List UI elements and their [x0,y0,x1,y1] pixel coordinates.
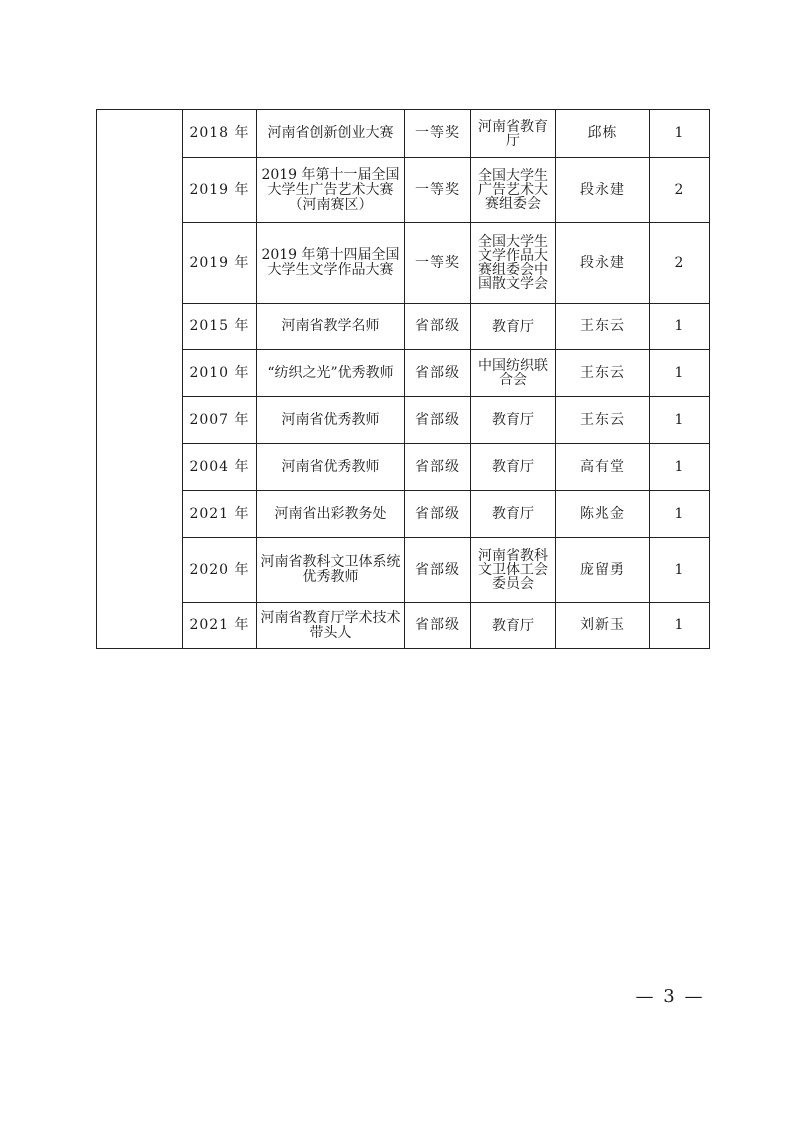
issuing-org-cell: 全国大学生广告艺术大赛组委会 [471,158,556,223]
count-cell: 1 [650,491,710,538]
table-row [97,538,710,603]
award-level-cell: 一等奖 [405,110,471,158]
issuing-org-cell: 河南省教育厅 [471,110,556,158]
table-row [97,110,710,158]
award-level-cell: 省部级 [405,444,471,491]
count-cell: 1 [650,397,710,444]
award-name-cell: 河南省教育厅学术技术带头人 [257,603,405,649]
award-name-cell: 河南省优秀教师 [257,444,405,491]
award-name-cell: 河南省教科文卫体系统优秀教师 [257,538,405,603]
count-cell: 1 [650,444,710,491]
table-row [97,158,710,223]
year-cell: 2015 年 [183,304,257,350]
table-row [97,491,710,538]
count-cell: 1 [650,350,710,397]
issuing-org-cell: 教育厅 [471,397,556,444]
issuing-org-cell: 教育厅 [471,603,556,649]
award-level-cell: 省部级 [405,350,471,397]
recipient-cell: 王东云 [556,350,650,397]
issuing-org-cell: 河南省教科文卫体工会委员会 [471,538,556,603]
issuing-org-cell: 教育厅 [471,444,556,491]
issuing-org-cell: 教育厅 [471,304,556,350]
award-name-cell: 河南省优秀教师 [257,397,405,444]
recipient-cell: 王东云 [556,304,650,350]
award-level-cell: 一等奖 [405,223,471,304]
year-cell: 2010 年 [183,350,257,397]
year-cell: 2007 年 [183,397,257,444]
table-row [97,444,710,491]
merged-category-cell [97,110,183,649]
year-cell: 2021 年 [183,491,257,538]
issuing-org-cell: 全国大学生文学作品大赛组委会中国散文学会 [471,223,556,304]
award-level-cell: 省部级 [405,397,471,444]
award-level-cell: 省部级 [405,603,471,649]
award-level-cell: 省部级 [405,538,471,603]
count-cell: 1 [650,304,710,350]
count-cell: 2 [650,158,710,223]
table-row [97,350,710,397]
award-name-cell: 河南省教学名师 [257,304,405,350]
count-cell: 2 [650,223,710,304]
year-cell: 2019 年 [183,223,257,304]
recipient-cell: 段永建 [556,158,650,223]
recipient-cell: 陈兆金 [556,491,650,538]
year-cell: 2004 年 [183,444,257,491]
award-level-cell: 省部级 [405,304,471,350]
year-cell: 2018 年 [183,110,257,158]
table-row [97,603,710,649]
table-row [97,223,710,304]
page-number: — 3 — [635,986,705,1007]
award-name-cell: 2019 年第十一届全国大学生广告艺术大赛（河南赛区） [257,158,405,223]
year-cell: 2019 年 [183,158,257,223]
recipient-cell: 刘新玉 [556,603,650,649]
table-row [97,397,710,444]
award-name-cell: 河南省出彩教务处 [257,491,405,538]
recipient-cell: 邱栋 [556,110,650,158]
award-table [96,109,710,649]
issuing-org-cell: 教育厅 [471,491,556,538]
award-name-cell: 河南省创新创业大赛 [257,110,405,158]
year-cell: 2020 年 [183,538,257,603]
award-level-cell: 省部级 [405,491,471,538]
recipient-cell: 段永建 [556,223,650,304]
award-level-cell: 一等奖 [405,158,471,223]
count-cell: 1 [650,110,710,158]
award-name-cell: 2019 年第十四届全国大学生文学作品大赛 [257,223,405,304]
issuing-org-cell: 中国纺织联合会 [471,350,556,397]
count-cell: 1 [650,603,710,649]
year-cell: 2021 年 [183,603,257,649]
table-row [97,304,710,350]
award-name-cell: “纺织之光”优秀教师 [257,350,405,397]
count-cell: 1 [650,538,710,603]
recipient-cell: 高有堂 [556,444,650,491]
recipient-cell: 庞留勇 [556,538,650,603]
recipient-cell: 王东云 [556,397,650,444]
